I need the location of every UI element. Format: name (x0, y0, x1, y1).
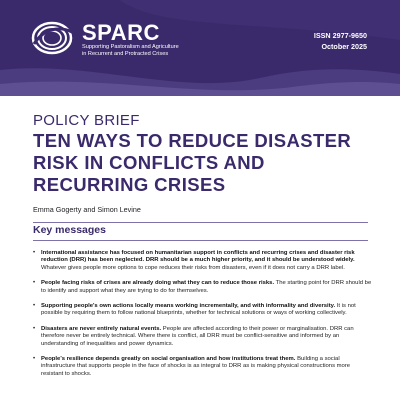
authors-line: Emma Gogerty and Simon Levine (33, 205, 141, 214)
key-message-bold: Disasters are never entirely natural events. (41, 325, 162, 332)
key-message-text: People are affected according to their power or marginalisation. DRR can therefore never be entirely technical. Where there is conflict, all DRR must be conflict-sensitive and informed by an understanding of inequalities and power dynamics. (41, 325, 354, 347)
brand-tagline: Supporting Pastoralism and Agriculture in Recurrent and Protracted Crises (82, 44, 179, 57)
key-message-item (33, 356, 373, 378)
brand-name: SPARC (82, 20, 160, 45)
key-message-bold: Supporting people's own actions locally means working incrementally, and with informality and diversity. (41, 303, 336, 310)
key-messages-list (33, 250, 373, 386)
key-message-bold: People facing risks of crises are already doing what they can to reduce those risks. (41, 280, 275, 287)
bullet-icon: • (33, 280, 36, 287)
bullet-icon: • (33, 303, 36, 310)
section-divider-bottom (33, 240, 368, 241)
section-divider-top (33, 222, 368, 223)
key-message-bold: International assistance has focused on humanitarian support in conflicts and recurring crises and disaster risk reduction (DRR) has been neglected. DRR should be a much higher priority, and it should be understood widely. (41, 250, 355, 264)
key-message-item (33, 326, 373, 348)
publication-date: October 2025 (321, 42, 367, 51)
key-messages-heading: Key messages (33, 224, 106, 236)
key-message-text: It is not possible by requiring them to follow national blueprints, whether for technical solutions or ways of working collectively. (41, 303, 356, 317)
issn-label: ISSN 2977-9650 (313, 31, 367, 40)
key-message-item (33, 303, 373, 318)
bullet-icon: • (33, 325, 36, 332)
key-message-item (33, 280, 373, 295)
key-message-text: Building a social infrastructure that supports people in the face of shocks is as integral to DRR as is making physical constructions more resistant to shocks. (41, 356, 351, 377)
key-message-text: The starting point for DRR should be to identify and support what they are trying to do for themselves. (41, 280, 372, 294)
sparc-logo-icon (30, 18, 76, 56)
key-message-item (33, 250, 373, 272)
key-message-text: Whatever gives people more options to cope reduces their risks from disasters, even if it does not carry a DRR label. (41, 264, 345, 271)
document-title: TEN WAYS TO REDUCE DISASTER RISK IN CONFLICTS AND RECURRING CRISES (33, 130, 352, 195)
header-banner (0, 0, 400, 96)
document-type-label: POLICY BRIEF (33, 112, 140, 129)
key-message-bold: People's resilience depends greatly on social organisation and how institutions treat them. (41, 356, 296, 363)
bullet-icon: • (33, 356, 36, 363)
bullet-icon: • (33, 250, 36, 256)
